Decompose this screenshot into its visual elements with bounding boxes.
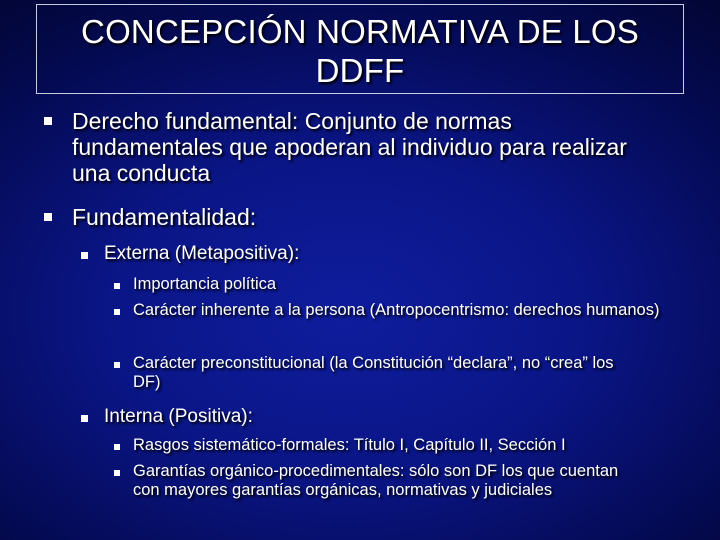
bullet-square-icon [81,415,88,422]
bullet-square-icon [114,309,120,315]
interna-item-garantias: Garantías orgánico-procedimentales: sólo son DF los que cuentan con mayores garantías orgánicas, normativas y judiciales [133,462,619,499]
bullet-square-icon [114,470,120,476]
externa-item-importancia: Importancia política [133,275,277,293]
bullet-derecho-fundamental: Derecho fundamental: Conjunto de normas fundamentales que apoderan al individuo para realizar una conducta [72,108,627,186]
interna-item-rasgos: Rasgos sistemático-formales: Título I, Capítulo II, Sección I [133,436,566,454]
bullet-square-icon [114,283,120,289]
bullet-square-icon [114,444,120,450]
slide-title: CONCEPCIÓN NORMATIVA DE LOS DDFF [81,13,639,89]
externa-item-caracter-preconstitucional: Carácter preconstitucional (la Constitución “declara”, no “crea” los DF) [133,354,614,391]
bullet-square-icon [44,213,52,221]
bullet-interna: Interna (Positiva): [104,406,253,427]
bullet-square-icon [81,252,88,259]
externa-item-caracter-inherente: Carácter inherente a la persona (Antropocentrismo: derechos humanos) [133,301,660,319]
bullet-fundamentalidad: Fundamentalidad: [72,204,257,230]
bullet-square-icon [44,117,52,125]
bullet-square-icon [114,362,120,368]
bullet-externa: Externa (Metapositiva): [104,243,300,264]
